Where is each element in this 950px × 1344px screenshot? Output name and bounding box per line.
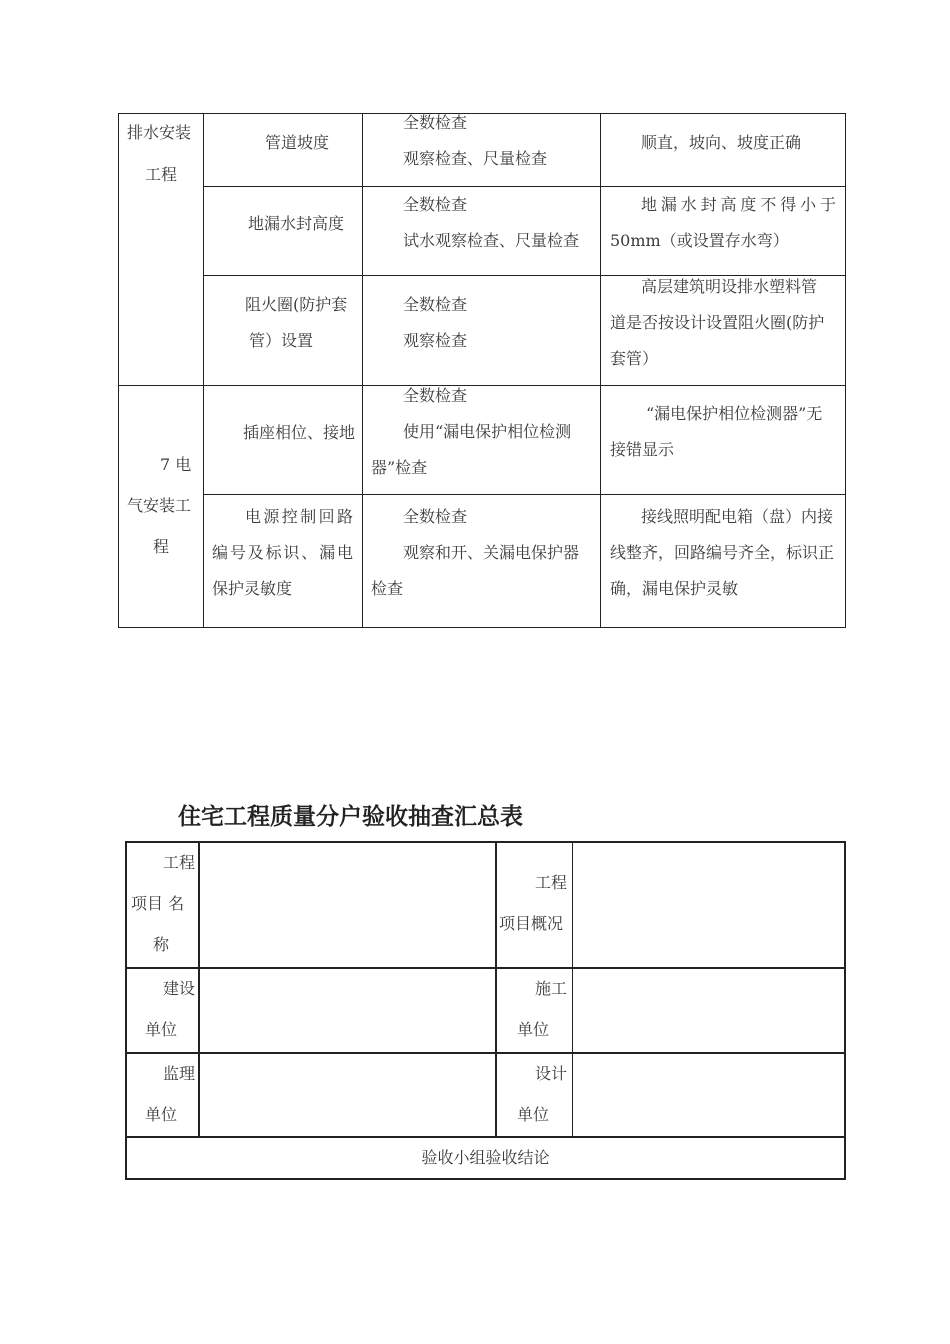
- method-line: 观察检查、尺量检查: [403, 149, 548, 168]
- table-border-right: [844, 841, 846, 1180]
- item-line: 保护灵敏度: [212, 579, 293, 598]
- label-line: 工程: [535, 873, 568, 892]
- method-line: 试水观察检查、尺量检查: [403, 231, 580, 250]
- table-border-bottom: [118, 627, 846, 628]
- category-line: 气安装工: [127, 496, 192, 515]
- table-border-left: [125, 841, 127, 1180]
- table-divider: [203, 113, 204, 628]
- method-line: 全数检查: [403, 195, 468, 214]
- table-row-divider: [203, 494, 846, 495]
- standard-line: “漏电保护相位检测器”无: [646, 404, 823, 423]
- standard-line: 套管）: [610, 349, 659, 368]
- standard-line: 线整齐，回路编号齐全，标识正: [610, 543, 835, 562]
- table-row-divider: [118, 385, 846, 386]
- project-name-field[interactable]: [200, 843, 494, 966]
- category-line: 排水安装: [127, 123, 192, 142]
- table-divider: [572, 841, 573, 1138]
- label-line: 监理: [163, 1064, 196, 1083]
- label-line: 工程: [163, 853, 196, 872]
- standard-line: 接错显示: [610, 440, 675, 459]
- method-line: 全数检查: [403, 113, 468, 132]
- standard-line: 接线照明配电箱（盘）内接: [641, 507, 834, 526]
- standard-line: 50mm（或设置存水弯）: [610, 231, 789, 250]
- table-divider: [495, 841, 497, 1138]
- label-line: 设计: [535, 1064, 568, 1083]
- item-cell: 地漏水封高度: [248, 214, 345, 233]
- table-border-left: [118, 113, 119, 628]
- category-line: 工程: [145, 165, 178, 184]
- label-line: 称: [153, 935, 170, 954]
- table-divider: [362, 113, 363, 628]
- item-cell: 插座相位、接地: [243, 423, 356, 442]
- label-line: 单位: [517, 1020, 550, 1039]
- method-line: 器”检查: [371, 458, 428, 477]
- design-unit-field[interactable]: [574, 1054, 843, 1135]
- contractor-unit-field[interactable]: [574, 969, 843, 1051]
- label-line: 项目概况: [499, 914, 564, 933]
- project-overview-field[interactable]: [574, 843, 843, 966]
- construction-unit-field[interactable]: [200, 969, 494, 1051]
- table-border-bottom: [125, 1178, 846, 1180]
- item-line: 管）设置: [249, 331, 314, 350]
- category-line: 7 电: [160, 455, 192, 474]
- item-cell: 管道坡度: [265, 133, 330, 152]
- label-line: 单位: [145, 1105, 178, 1124]
- standard-line: 顺直，坡向、坡度正确: [641, 133, 802, 152]
- label-line: 单位: [517, 1105, 550, 1124]
- item-line: 编号及标识、漏电: [212, 543, 353, 562]
- standard-line: 高层建筑明设排水塑料管: [641, 277, 818, 296]
- summary-title: 住宅工程质量分户验收抽查汇总表: [178, 804, 523, 830]
- table-divider: [600, 113, 601, 628]
- method-line: 观察和开、关漏电保护器: [403, 543, 580, 562]
- supervision-unit-field[interactable]: [200, 1054, 494, 1135]
- category-line: 程: [153, 537, 170, 556]
- conclusion-label: 验收小组验收结论: [421, 1148, 550, 1167]
- label-line: 项目 名: [131, 894, 185, 913]
- item-line: 阻火圈(防护套: [245, 295, 348, 314]
- standard-line: 确，漏电保护灵敏: [610, 579, 739, 598]
- method-line: 使用“漏电保护相位检测: [403, 422, 572, 441]
- table-row-divider: [125, 1136, 846, 1138]
- standard-line: 道是否按设计设置阻火圈(防护: [610, 313, 825, 332]
- item-line: 电源控制回路: [245, 507, 353, 526]
- table-border-right: [845, 113, 846, 628]
- label-line: 单位: [145, 1020, 178, 1039]
- method-line: 观察检查: [403, 331, 468, 350]
- standard-line: 地漏水封高度不得小于: [641, 195, 836, 214]
- method-line: 全数检查: [403, 507, 468, 526]
- method-line: 全数检查: [403, 386, 468, 405]
- label-line: 建设: [163, 979, 196, 998]
- table-border-top: [118, 113, 846, 114]
- method-line: 全数检查: [403, 295, 468, 314]
- label-line: 施工: [535, 979, 568, 998]
- method-line: 检查: [371, 579, 404, 598]
